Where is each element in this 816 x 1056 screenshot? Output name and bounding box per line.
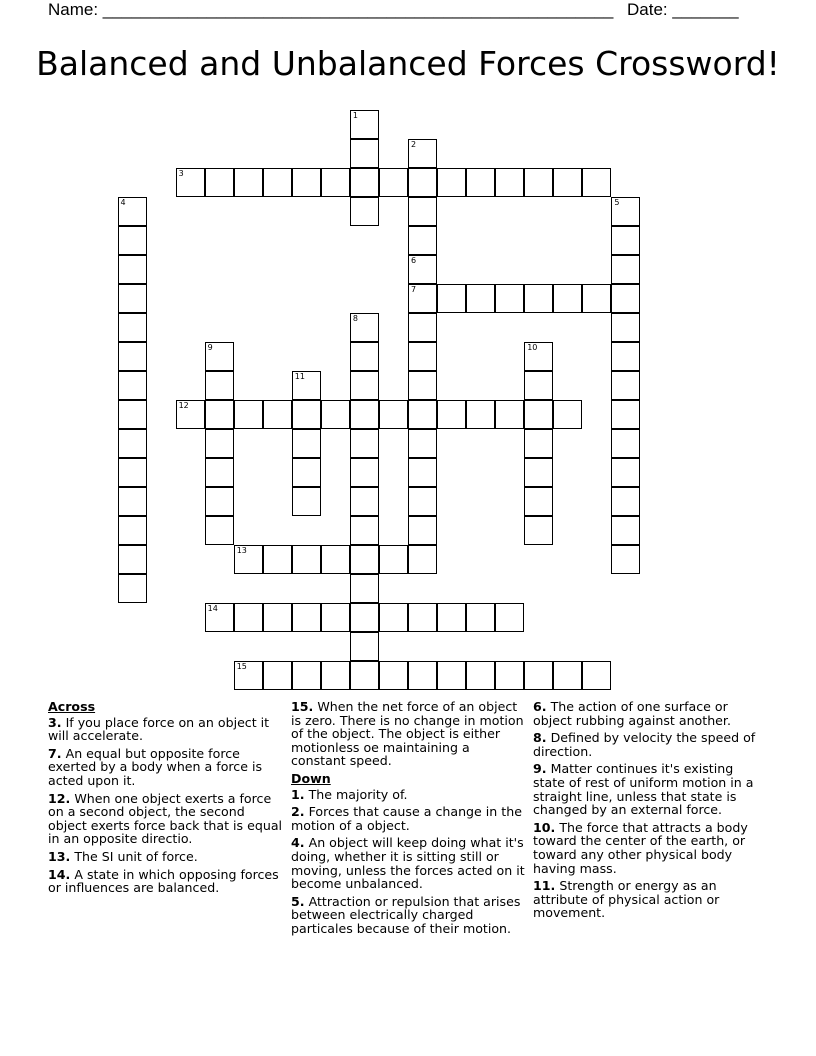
grid-cell[interactable] bbox=[495, 284, 524, 313]
grid-cell[interactable] bbox=[495, 400, 524, 429]
grid-cell[interactable] bbox=[582, 168, 611, 197]
grid-cell[interactable] bbox=[263, 603, 292, 632]
grid-cell[interactable] bbox=[611, 284, 640, 313]
grid-cell[interactable] bbox=[350, 371, 379, 400]
grid-cell[interactable] bbox=[408, 661, 437, 690]
clue-down-6: 6. The action of one surface or object rubbing against another. bbox=[533, 699, 731, 728]
grid-cell[interactable] bbox=[118, 284, 147, 313]
grid-cell[interactable] bbox=[350, 603, 379, 632]
grid-cell[interactable] bbox=[118, 255, 147, 284]
grid-cell[interactable] bbox=[350, 632, 379, 661]
grid-cell[interactable] bbox=[495, 168, 524, 197]
grid-cell[interactable] bbox=[205, 487, 234, 516]
clue-number: 15 bbox=[236, 662, 247, 672]
clue-down-9: 9. Matter continues it's existing state of rest of uniform motion in a straight line, unless that state is changed by an external force. bbox=[533, 761, 754, 818]
grid-cell[interactable] bbox=[350, 545, 379, 574]
grid-cell[interactable] bbox=[437, 661, 466, 690]
grid-cell[interactable] bbox=[205, 603, 234, 632]
clue-down-2: 2. Forces that cause a change in the motion of a object. bbox=[291, 804, 522, 833]
grid-cell[interactable] bbox=[408, 603, 437, 632]
clue-number: 6 bbox=[411, 255, 417, 265]
grid-cell[interactable] bbox=[466, 284, 495, 313]
clue-number: 8 bbox=[352, 313, 358, 323]
grid-cell[interactable] bbox=[118, 487, 147, 516]
clue-number: 5 bbox=[614, 197, 620, 207]
clue-number: 1 bbox=[352, 110, 358, 120]
name-field[interactable]: Name: ______________________________________________________ bbox=[48, 0, 614, 19]
grid-cell[interactable] bbox=[379, 168, 408, 197]
clue-column-1 bbox=[48, 700, 284, 899]
grid-cell[interactable] bbox=[118, 342, 147, 371]
grid-cell[interactable] bbox=[611, 313, 640, 342]
grid-cell[interactable] bbox=[553, 400, 582, 429]
grid-cell[interactable] bbox=[118, 371, 147, 400]
grid-cell[interactable] bbox=[350, 400, 379, 429]
grid-cell[interactable] bbox=[379, 400, 408, 429]
grid-cell[interactable] bbox=[611, 400, 640, 429]
grid-cell[interactable] bbox=[408, 168, 437, 197]
grid-cell[interactable] bbox=[350, 429, 379, 458]
grid-cell[interactable] bbox=[524, 429, 553, 458]
clue-down-1: 1. The majority of. bbox=[291, 786, 408, 802]
grid-cell[interactable] bbox=[408, 255, 437, 284]
grid-cell[interactable] bbox=[292, 168, 321, 197]
grid-cell[interactable] bbox=[611, 197, 640, 226]
grid-cell[interactable] bbox=[292, 371, 321, 400]
clue-column-2 bbox=[291, 700, 527, 940]
grid-cell[interactable] bbox=[205, 516, 234, 545]
grid-cell[interactable] bbox=[408, 139, 437, 168]
clue-down-8: 8. Defined by velocity the speed of direction. bbox=[533, 730, 756, 759]
grid-cell[interactable] bbox=[263, 545, 292, 574]
grid-cell[interactable] bbox=[234, 400, 263, 429]
grid-cell[interactable] bbox=[350, 342, 379, 371]
grid-cell[interactable] bbox=[205, 429, 234, 458]
across-heading: Across bbox=[48, 699, 96, 714]
grid-cell[interactable] bbox=[611, 487, 640, 516]
grid-cell[interactable] bbox=[408, 342, 437, 371]
grid-cell[interactable] bbox=[611, 516, 640, 545]
grid-cell[interactable] bbox=[553, 661, 582, 690]
grid-cell[interactable] bbox=[205, 168, 234, 197]
clue-down-10: 10. The force that attracts a body toward the center of the earth, or toward any other physical body having mass. bbox=[533, 819, 748, 876]
clue-number: 10 bbox=[527, 342, 538, 352]
grid-cell[interactable] bbox=[495, 603, 524, 632]
grid-cell[interactable] bbox=[611, 226, 640, 255]
grid-cell[interactable] bbox=[408, 545, 437, 574]
grid-cell[interactable] bbox=[524, 168, 553, 197]
clue-number: 9 bbox=[207, 342, 213, 352]
grid-cell[interactable] bbox=[350, 661, 379, 690]
grid-cell[interactable] bbox=[321, 545, 350, 574]
grid-cell[interactable] bbox=[292, 458, 321, 487]
grid-cell[interactable] bbox=[292, 400, 321, 429]
grid-cell[interactable] bbox=[321, 661, 350, 690]
clue-across-3: 3. If you place force on an object it will accelerate. bbox=[48, 714, 270, 744]
grid-cell[interactable] bbox=[524, 371, 553, 400]
grid-cell[interactable] bbox=[466, 603, 495, 632]
grid-cell[interactable] bbox=[553, 284, 582, 313]
grid-cell[interactable] bbox=[611, 255, 640, 284]
grid-cell[interactable] bbox=[350, 574, 379, 603]
grid-cell[interactable] bbox=[611, 371, 640, 400]
grid-cell[interactable] bbox=[553, 168, 582, 197]
clue-across-7: 7. An equal but opposite force exerted by a body when a force is acted upon it. bbox=[48, 745, 263, 788]
grid-cell[interactable] bbox=[205, 342, 234, 371]
grid-cell[interactable] bbox=[524, 487, 553, 516]
grid-cell[interactable] bbox=[495, 661, 524, 690]
grid-cell[interactable] bbox=[263, 661, 292, 690]
grid-cell[interactable] bbox=[350, 458, 379, 487]
grid-cell[interactable] bbox=[292, 429, 321, 458]
grid-cell[interactable] bbox=[408, 487, 437, 516]
clue-across-12: 12. When one object exerts a force on a second object, the second object exerts force back that is equal in an opposite directio. bbox=[48, 790, 283, 847]
grid-cell[interactable] bbox=[118, 516, 147, 545]
grid-cell[interactable] bbox=[350, 139, 379, 168]
grid-cell[interactable] bbox=[524, 342, 553, 371]
grid-cell[interactable] bbox=[350, 110, 379, 139]
grid-cell[interactable] bbox=[118, 429, 147, 458]
grid-cell[interactable] bbox=[118, 400, 147, 429]
clue-down-5: 5. Attraction or repulsion that arises between electrically charged particales because of their motion. bbox=[291, 893, 521, 936]
grid-cell[interactable] bbox=[408, 371, 437, 400]
grid-cell[interactable] bbox=[118, 458, 147, 487]
grid-cell[interactable] bbox=[234, 168, 263, 197]
grid-cell[interactable] bbox=[350, 516, 379, 545]
grid-cell[interactable] bbox=[466, 400, 495, 429]
grid-cell[interactable] bbox=[408, 313, 437, 342]
grid-cell[interactable] bbox=[524, 458, 553, 487]
clue-column-3 bbox=[533, 700, 769, 924]
grid-cell[interactable] bbox=[408, 197, 437, 226]
grid-cell[interactable] bbox=[321, 400, 350, 429]
date-field[interactable]: Date: _______ bbox=[627, 0, 739, 19]
grid-cell[interactable] bbox=[437, 603, 466, 632]
grid-cell[interactable] bbox=[350, 487, 379, 516]
grid-cell[interactable] bbox=[437, 400, 466, 429]
grid-cell[interactable] bbox=[176, 168, 205, 197]
grid-cell[interactable] bbox=[205, 458, 234, 487]
grid-cell[interactable] bbox=[408, 226, 437, 255]
grid-cell[interactable] bbox=[582, 661, 611, 690]
grid-cell[interactable] bbox=[611, 458, 640, 487]
clue-number: 12 bbox=[178, 401, 189, 410]
grid-cell[interactable] bbox=[466, 168, 495, 197]
grid-cell[interactable] bbox=[321, 603, 350, 632]
grid-cell[interactable] bbox=[263, 400, 292, 429]
clue-number: 14 bbox=[207, 604, 218, 614]
grid-cell[interactable] bbox=[611, 545, 640, 574]
grid-cell[interactable] bbox=[234, 603, 263, 632]
grid-cell[interactable] bbox=[408, 458, 437, 487]
grid-cell[interactable] bbox=[524, 284, 553, 313]
clue-number: 3 bbox=[178, 168, 184, 178]
grid-cell[interactable] bbox=[408, 284, 437, 313]
grid-cell[interactable] bbox=[611, 429, 640, 458]
grid-cell[interactable] bbox=[321, 168, 350, 197]
clue-across-13: 13. The SI unit of force. bbox=[48, 848, 198, 864]
grid-cell[interactable] bbox=[292, 603, 321, 632]
clue-down-4: 4. An object will keep doing what it's doing, whether it is sitting still or moving, unless the forces acted on it become unbalanced. bbox=[291, 835, 525, 892]
grid-cell[interactable] bbox=[379, 603, 408, 632]
clue-number: 11 bbox=[294, 371, 305, 381]
grid-cell[interactable] bbox=[408, 429, 437, 458]
grid-cell[interactable] bbox=[466, 661, 495, 690]
grid-cell[interactable] bbox=[118, 313, 147, 342]
grid-cell[interactable] bbox=[437, 284, 466, 313]
page-title: Balanced and Unbalanced Forces Crossword! bbox=[36, 44, 780, 83]
clue-number: 2 bbox=[411, 139, 417, 149]
grid-cell[interactable] bbox=[118, 574, 147, 603]
grid-cell[interactable] bbox=[582, 284, 611, 313]
grid-cell[interactable] bbox=[524, 400, 553, 429]
clue-down-11: 11. Strength or energy as an attribute of physical action or movement. bbox=[533, 878, 720, 921]
grid-cell[interactable] bbox=[205, 400, 234, 429]
grid-cell[interactable] bbox=[408, 516, 437, 545]
grid-cell[interactable] bbox=[205, 371, 234, 400]
grid-cell[interactable] bbox=[350, 168, 379, 197]
clue-number: 13 bbox=[236, 546, 247, 556]
grid-cell[interactable] bbox=[408, 400, 437, 429]
clue-across-14: 14. A state in which opposing forces or influences are balanced. bbox=[48, 866, 279, 896]
grid-cell[interactable] bbox=[176, 400, 205, 429]
grid-cell[interactable] bbox=[292, 487, 321, 516]
grid-cell[interactable] bbox=[292, 661, 321, 690]
grid-cell[interactable] bbox=[379, 661, 408, 690]
clue-number: 7 bbox=[411, 284, 417, 294]
clue-number: 4 bbox=[120, 197, 126, 207]
grid-cell[interactable] bbox=[263, 168, 292, 197]
grid-cell[interactable] bbox=[379, 545, 408, 574]
grid-cell[interactable] bbox=[524, 516, 553, 545]
down-heading: Down bbox=[291, 770, 331, 786]
grid-cell[interactable] bbox=[292, 545, 321, 574]
grid-cell[interactable] bbox=[350, 197, 379, 226]
grid-cell[interactable] bbox=[118, 197, 147, 226]
grid-cell[interactable] bbox=[118, 226, 147, 255]
grid-cell[interactable] bbox=[437, 168, 466, 197]
grid-cell[interactable] bbox=[350, 313, 379, 342]
grid-cell[interactable] bbox=[234, 545, 263, 574]
grid-cell[interactable] bbox=[118, 545, 147, 574]
clue-across-15: 15. When the net force of an object is zero. There is no change in motion of the object. The object is either motionless oe maintaining a constant speed. bbox=[291, 699, 524, 769]
grid-cell[interactable] bbox=[524, 661, 553, 690]
grid-cell[interactable] bbox=[234, 661, 263, 690]
grid-cell[interactable] bbox=[611, 342, 640, 371]
